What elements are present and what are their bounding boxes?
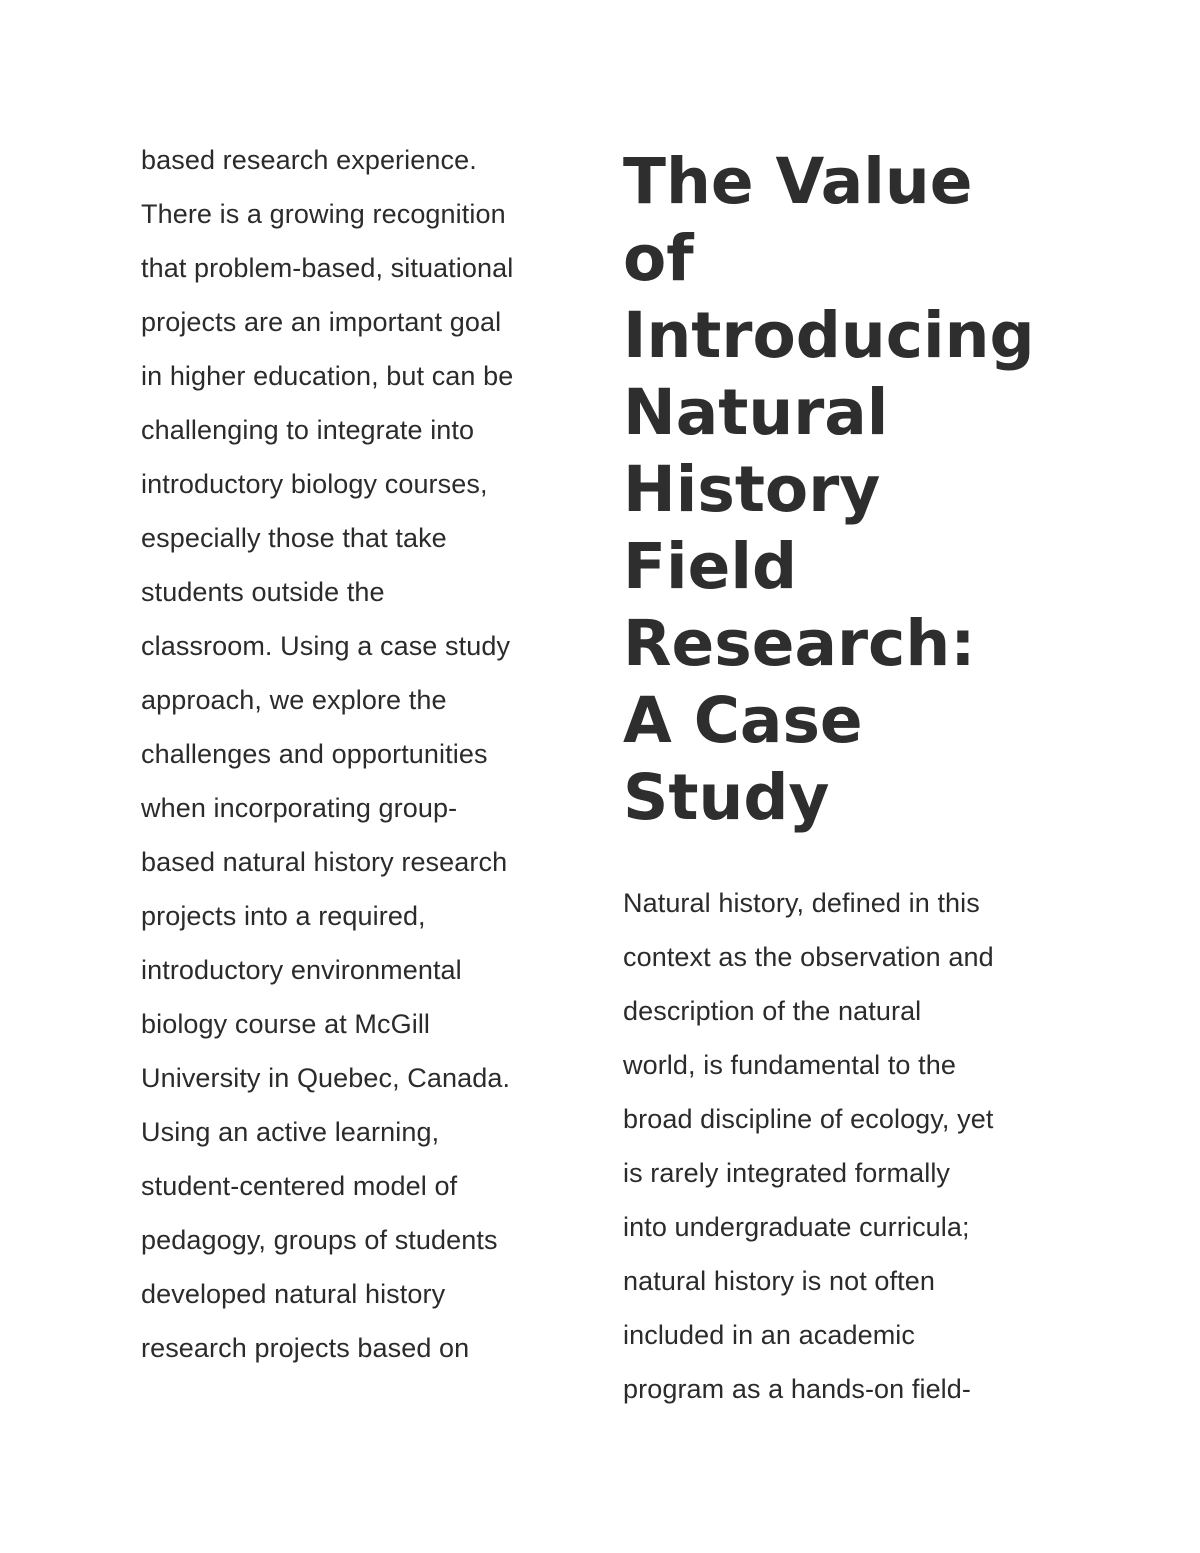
text-line: pedagogy, groups of students xyxy=(141,1225,498,1255)
text-line: description of the natural xyxy=(623,996,922,1026)
text-line: Using an active learning, xyxy=(141,1117,440,1147)
title-line: Natural xyxy=(623,376,889,449)
title-line: History xyxy=(623,453,881,526)
title-line: A Case xyxy=(623,684,863,757)
text-line: into undergraduate curricula; xyxy=(623,1212,970,1242)
title-line: of xyxy=(623,222,694,295)
text-line: projects into a required, xyxy=(141,901,426,931)
text-line: in higher education, but can be xyxy=(141,361,514,391)
text-line: developed natural history xyxy=(141,1279,446,1309)
text-line: program as a hands-on field- xyxy=(623,1374,971,1404)
text-line: There is a growing recognition xyxy=(141,199,506,229)
text-line: challenges and opportunities xyxy=(141,739,488,769)
text-line: challenging to integrate into xyxy=(141,415,475,445)
text-line: included in an academic xyxy=(623,1320,915,1350)
text-line: introductory biology courses, xyxy=(141,469,488,499)
text-line: is rarely integrated formally xyxy=(623,1158,951,1188)
title-line: Research: xyxy=(623,607,976,680)
text-line: introductory environmental xyxy=(141,955,462,985)
text-line: that problem-based, situational xyxy=(141,253,514,283)
text-line: Natural history, defined in this xyxy=(623,888,980,918)
text-line: biology course at McGill xyxy=(141,1009,431,1039)
text-line: based natural history research xyxy=(141,847,508,877)
title-line: The Value xyxy=(623,145,973,218)
right-text-column xyxy=(623,876,1083,1416)
text-line: broad discipline of ecology, yet xyxy=(623,1104,994,1134)
title-line: Study xyxy=(623,761,830,834)
left-text-column xyxy=(141,133,591,1375)
text-line: context as the observation and xyxy=(623,942,994,972)
text-line: based research experience. xyxy=(141,145,477,175)
title-line: Introducing xyxy=(623,299,1035,372)
text-line: approach, we explore the xyxy=(141,685,447,715)
text-line: projects are an important goal xyxy=(141,307,502,337)
article-title xyxy=(623,143,1083,836)
text-line: especially those that take xyxy=(141,523,447,553)
text-line: student-centered model of xyxy=(141,1171,458,1201)
text-line: natural history is not often xyxy=(623,1266,935,1296)
text-line: University in Quebec, Canada. xyxy=(141,1063,511,1093)
text-line: when incorporating group- xyxy=(141,793,458,823)
text-line: research projects based on xyxy=(141,1333,470,1363)
title-line: Field xyxy=(623,530,798,603)
text-line: classroom. Using a case study xyxy=(141,631,511,661)
text-line: world, is fundamental to the xyxy=(623,1050,956,1080)
text-line: students outside the xyxy=(141,577,385,607)
